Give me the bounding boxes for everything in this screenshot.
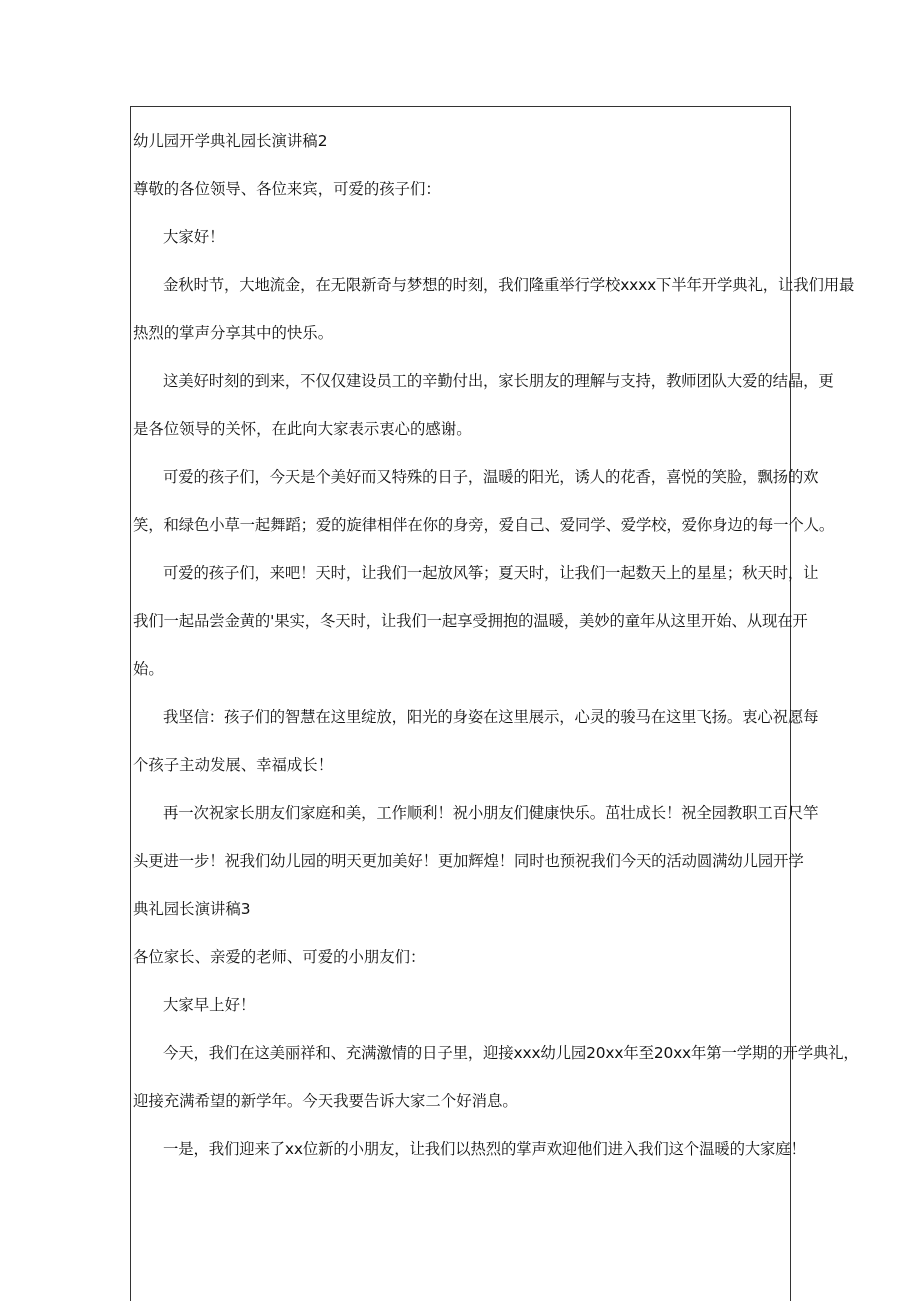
paragraph-line: 金秋时节，大地流金，在无限新奇与梦想的时刻，我们隆重举行学校xxxx下半年开学典礼，让我们用最 [163, 276, 855, 294]
salutation-2: 各位家长、亲爱的老师、可爱的小朋友们： [133, 948, 426, 966]
greeting-1: 大家好！ [163, 228, 225, 246]
paragraph-line: 可爱的孩子们，来吧！天时，让我们一起放风筝；夏天时，让我们一起数天上的星星；秋天时，让 [163, 564, 819, 582]
greeting-2: 大家早上好！ [163, 996, 256, 1014]
paragraph-line: 热烈的掌声分享其中的快乐。 [133, 324, 334, 342]
doc-title-3: 典礼园长演讲稿3 [133, 900, 251, 918]
paragraph-line: 始。 [133, 660, 164, 678]
paragraph-line: 一是，我们迎来了xx位新的小朋友，让我们以热烈的掌声欢迎他们进入我们这个温暖的大家庭！ [163, 1140, 806, 1158]
doc-title-2: 幼儿园开学典礼园长演讲稿2 [133, 132, 328, 150]
paragraph-line: 是各位领导的关怀，在此向大家表示衷心的感谢。 [133, 420, 472, 438]
paragraph-line: 再一次祝家长朋友们家庭和美，工作顺利！祝小朋友们健康快乐。茁壮成长！祝全园教职工百尺竿 [163, 804, 819, 822]
paragraph-line: 今天，我们在这美丽祥和、充满激情的日子里，迎接xxx幼儿园20xx年至20xx年第一学期的开学典礼， [163, 1044, 859, 1062]
paragraph-line: 这美好时刻的到来，不仅仅建设员工的辛勤付出，家长朋友的理解与支持，教师团队大爱的结晶，更 [163, 372, 834, 390]
paragraph-line: 个孩子主动发展、幸福成长！ [133, 756, 334, 774]
paragraph-line: 迎接充满希望的新学年。今天我要告诉大家二个好消息。 [133, 1092, 518, 1110]
paragraph-line: 我们一起品尝金黄的'果实，冬天时，让我们一起享受拥抱的温暖，美妙的童年从这里开始、从现在开 [133, 612, 808, 630]
paragraph-line: 我坚信：孩子们的智慧在这里绽放，阳光的身姿在这里展示，心灵的骏马在这里飞扬。衷心祝愿每 [163, 708, 819, 726]
paragraph-line: 头更进一步！祝我们幼儿园的明天更加美好！更加辉煌！同时也预祝我们今天的活动圆满幼儿园开学 [133, 852, 804, 870]
salutation-1: 尊敬的各位领导、各位来宾，可爱的孩子们： [133, 180, 441, 198]
paragraph-line: 笑，和绿色小草一起舞蹈；爱的旋律相伴在你的身旁，爱自己、爱同学、爱学校，爱你身边的每一个人。 [133, 516, 835, 534]
paragraph-line: 可爱的孩子们，今天是个美好而又特殊的日子，温暖的阳光，诱人的花香，喜悦的笑脸，飘扬的欢 [163, 468, 819, 486]
